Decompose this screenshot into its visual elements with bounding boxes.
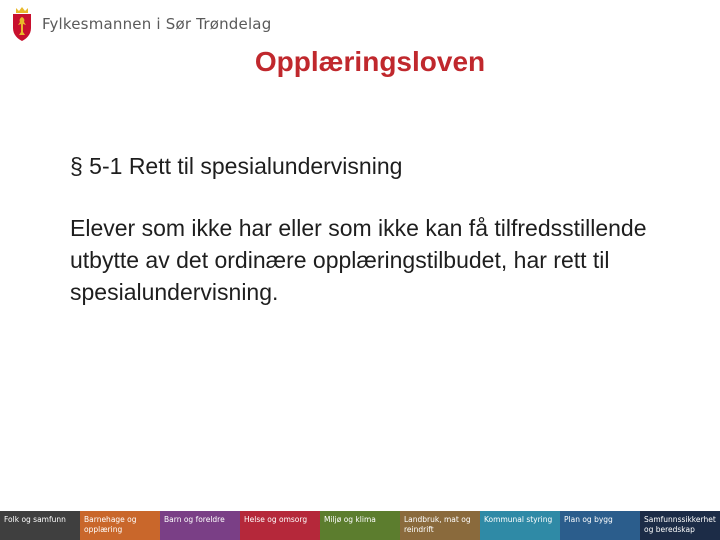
footer-item-folk-og-samfunn[interactable]: Folk og samfunn <box>0 511 80 540</box>
footer-item-landbruk-mat-og-reindrift[interactable]: Landbruk, mat og reindrift <box>400 511 480 540</box>
footer-item-barnehage-og-opplaering[interactable]: Barnehage og opplæring <box>80 511 160 540</box>
slide-title: Opplæringsloven <box>254 46 486 77</box>
footer-item-samfunnssikkerhet-og-beredskap[interactable]: Samfunnssikkerhet og beredskap <box>640 511 720 540</box>
slide-body-text: Elever som ikke har eller som ikke kan få tilfredsstillende utbytte av det ordinære opplæringstilbudet, har rett til spesialundervisning. <box>70 215 647 305</box>
footer-nav <box>0 511 720 540</box>
footer-item-barn-og-foreldre[interactable]: Barn og foreldre <box>160 511 240 540</box>
footer-item-miljo-og-klima[interactable]: Miljø og klima <box>320 511 400 540</box>
coat-of-arms-icon <box>10 6 34 42</box>
slide-subtitle: § 5-1 Rett til spesialundervisning <box>70 153 403 179</box>
header <box>10 4 271 44</box>
organization-name: Fylkesmannen i Sør Trøndelag <box>42 15 272 33</box>
footer-item-plan-og-bygg[interactable]: Plan og bygg <box>560 511 640 540</box>
footer-item-kommunal-styring[interactable]: Kommunal styring <box>480 511 560 540</box>
footer-item-helse-og-omsorg[interactable]: Helse og omsorg <box>240 511 320 540</box>
